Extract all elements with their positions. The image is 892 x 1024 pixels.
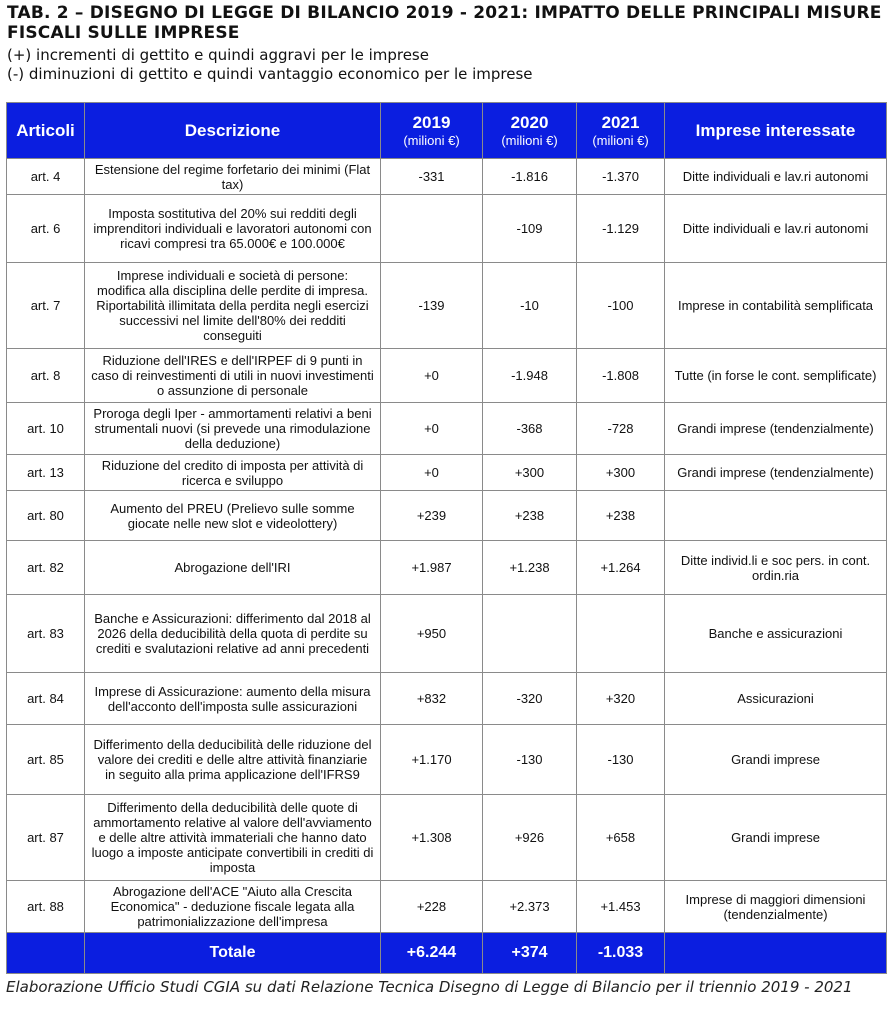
cell-2021: -130 xyxy=(577,725,665,795)
table-row xyxy=(7,403,887,455)
cell-imprese: Banche e assicurazioni xyxy=(665,595,887,673)
cell-desc: Riduzione dell'IRES e dell'IRPEF di 9 punti in caso di reinvestimenti di utili in nuovi investimenti o assunzione di personale xyxy=(85,349,381,403)
cell-2020: -368 xyxy=(483,403,577,455)
cell-imprese: Tutte (in forse le cont. semplificate) xyxy=(665,349,887,403)
table-row xyxy=(7,195,887,263)
cell-2020: +300 xyxy=(483,455,577,491)
cell-2021: -1.370 xyxy=(577,159,665,195)
cell-2020: -10 xyxy=(483,263,577,349)
cell-2021 xyxy=(577,595,665,673)
cell-art: art. 87 xyxy=(7,795,85,881)
total-2021: -1.033 xyxy=(577,933,665,974)
cell-2019: +0 xyxy=(381,349,483,403)
table-row xyxy=(7,263,887,349)
cell-art: art. 6 xyxy=(7,195,85,263)
header-unit-2021: (milioni €) xyxy=(592,132,649,148)
cell-desc: Aumento del PREU (Prelievo sulle somme giocate nelle new slot e videolottery) xyxy=(85,491,381,541)
table-row xyxy=(7,595,887,673)
cell-art: art. 80 xyxy=(7,491,85,541)
table-row xyxy=(7,673,887,725)
cell-2019: +239 xyxy=(381,491,483,541)
total-row xyxy=(7,933,887,974)
cell-imprese xyxy=(665,491,887,541)
cell-imprese: Assicurazioni xyxy=(665,673,887,725)
cell-2021: +1.264 xyxy=(577,541,665,595)
cell-imprese: Ditte individuali e lav.ri autonomi xyxy=(665,195,887,263)
total-2019: +6.244 xyxy=(381,933,483,974)
header-articoli: Articoli xyxy=(7,103,85,159)
cell-2021: -728 xyxy=(577,403,665,455)
cell-imprese: Imprese in contabilità semplificata xyxy=(665,263,887,349)
cell-2019: +1.308 xyxy=(381,795,483,881)
cell-2019: +0 xyxy=(381,403,483,455)
table-row xyxy=(7,349,887,403)
cell-2020: -130 xyxy=(483,725,577,795)
cell-2019: +1.170 xyxy=(381,725,483,795)
cell-2021: +300 xyxy=(577,455,665,491)
cell-art: art. 84 xyxy=(7,673,85,725)
cell-2020: +2.373 xyxy=(483,881,577,933)
cell-2019: +832 xyxy=(381,673,483,725)
cell-imprese: Imprese di maggiori dimensioni (tendenzialmente) xyxy=(665,881,887,933)
cell-2019: +950 xyxy=(381,595,483,673)
cell-desc: Estensione del regime forfetario dei minimi (Flat tax) xyxy=(85,159,381,195)
cell-art: art. 85 xyxy=(7,725,85,795)
cell-2019: +228 xyxy=(381,881,483,933)
table-row xyxy=(7,881,887,933)
cell-imprese: Grandi imprese (tendenzialmente) xyxy=(665,455,887,491)
cell-desc: Imprese di Assicurazione: aumento della misura dell'acconto dell'imposta sulle assicurazioni xyxy=(85,673,381,725)
cell-art: art. 83 xyxy=(7,595,85,673)
cell-2021: +238 xyxy=(577,491,665,541)
cell-desc: Imprese individuali e società di persone: modifica alla disciplina delle perdite di impresa. Riportabilità illimitata della perdita negli esercizi successivi nel limite dell'80% dei redditi conseguiti xyxy=(85,263,381,349)
cell-2020: +1.238 xyxy=(483,541,577,595)
cell-art: art. 88 xyxy=(7,881,85,933)
header-unit-2020: (milioni €) xyxy=(501,132,558,148)
cell-2020: -1.948 xyxy=(483,349,577,403)
cell-2021: -1.129 xyxy=(577,195,665,263)
cell-imprese: Grandi imprese xyxy=(665,725,887,795)
table-header-row xyxy=(7,103,887,159)
total-label: Totale xyxy=(85,933,381,974)
cell-2019: +1.987 xyxy=(381,541,483,595)
table-row xyxy=(7,725,887,795)
cell-imprese: Ditte individuali e lav.ri autonomi xyxy=(665,159,887,195)
total-imprese-empty xyxy=(665,933,887,974)
cell-2021: +320 xyxy=(577,673,665,725)
header-year-2020: 2020 xyxy=(510,112,549,132)
table-row xyxy=(7,159,887,195)
header-2021 xyxy=(577,103,665,159)
cell-2020: -320 xyxy=(483,673,577,725)
cell-2019: +0 xyxy=(381,455,483,491)
page-title: TAB. 2 – DISEGNO DI LEGGE DI BILANCIO 2019 - 2021: IMPATTO DELLE PRINCIPALI MISURE FISCALI SULLE IMPRESE xyxy=(7,3,882,43)
cell-2021: -1.808 xyxy=(577,349,665,403)
cell-art: art. 10 xyxy=(7,403,85,455)
table-row xyxy=(7,541,887,595)
cell-art: art. 7 xyxy=(7,263,85,349)
header-2020 xyxy=(483,103,577,159)
cell-2020: +238 xyxy=(483,491,577,541)
cell-art: art. 82 xyxy=(7,541,85,595)
cell-desc: Banche e Assicurazioni: differimento dal 2018 al 2026 della deducibilità della quota di perdite su crediti e svalutazioni relative ad anni precedenti xyxy=(85,595,381,673)
cell-desc: Imposta sostitutiva del 20% sui redditi degli imprenditori individuali e lavoratori autonomi con ricavi compresi tra 65.000€ e 100.000€ xyxy=(85,195,381,263)
cell-imprese: Ditte individ.li e soc pers. in cont. ordin.ria xyxy=(665,541,887,595)
cell-2021: -100 xyxy=(577,263,665,349)
header-descrizione: Descrizione xyxy=(85,103,381,159)
header-2019 xyxy=(381,103,483,159)
cell-2019 xyxy=(381,195,483,263)
legend-note-decrease: (-) diminuzioni di gettito e quindi vantaggio economico per le imprese xyxy=(7,65,533,83)
header-imprese: Imprese interessate xyxy=(665,103,887,159)
header-year-2021: 2021 xyxy=(601,112,640,132)
cell-desc: Riduzione del credito di imposta per attività di ricerca e sviluppo xyxy=(85,455,381,491)
cell-desc: Abrogazione dell'IRI xyxy=(85,541,381,595)
cell-2020: +926 xyxy=(483,795,577,881)
table-row xyxy=(7,455,887,491)
header-unit-2019: (milioni €) xyxy=(403,132,460,148)
fiscal-measures-table xyxy=(6,102,887,974)
cell-art: art. 8 xyxy=(7,349,85,403)
cell-2020 xyxy=(483,595,577,673)
cell-art: art. 4 xyxy=(7,159,85,195)
cell-2019: -331 xyxy=(381,159,483,195)
total-empty-cell xyxy=(7,933,85,974)
cell-desc: Proroga degli Iper - ammortamenti relativi a beni strumentali nuovi (si prevede una rimodulazione della deduzione) xyxy=(85,403,381,455)
cell-2020: -1.816 xyxy=(483,159,577,195)
table-row xyxy=(7,795,887,881)
cell-2021: +658 xyxy=(577,795,665,881)
cell-desc: Abrogazione dell'ACE "Aiuto alla Crescita Economica" - deduzione fiscale legata alla patrimonializzazione dell'impresa xyxy=(85,881,381,933)
cell-2019: -139 xyxy=(381,263,483,349)
cell-imprese: Grandi imprese (tendenzialmente) xyxy=(665,403,887,455)
cell-imprese: Grandi imprese xyxy=(665,795,887,881)
legend-note-increase: (+) incrementi di gettito e quindi aggravi per le imprese xyxy=(7,46,429,64)
cell-art: art. 13 xyxy=(7,455,85,491)
cell-2020: -109 xyxy=(483,195,577,263)
cell-2021: +1.453 xyxy=(577,881,665,933)
cell-desc: Differimento della deducibilità delle quote di ammortamento relative al valore dell'avviamento e delle altre attività immateriali che hanno dato luogo a imposte anticipate convertibili in crediti di imposta xyxy=(85,795,381,881)
table-row xyxy=(7,491,887,541)
total-2020: +374 xyxy=(483,933,577,974)
cell-desc: Differimento della deducibilità delle riduzione del valore dei crediti e delle altre attività finanziarie in seguito alla prima applicazione dell'IFRS9 xyxy=(85,725,381,795)
source-note: Elaborazione Ufficio Studi CGIA su dati Relazione Tecnica Disegno di Legge di Bilancio per il triennio 2019 - 2021 xyxy=(6,978,853,996)
header-year-2019: 2019 xyxy=(412,112,451,132)
